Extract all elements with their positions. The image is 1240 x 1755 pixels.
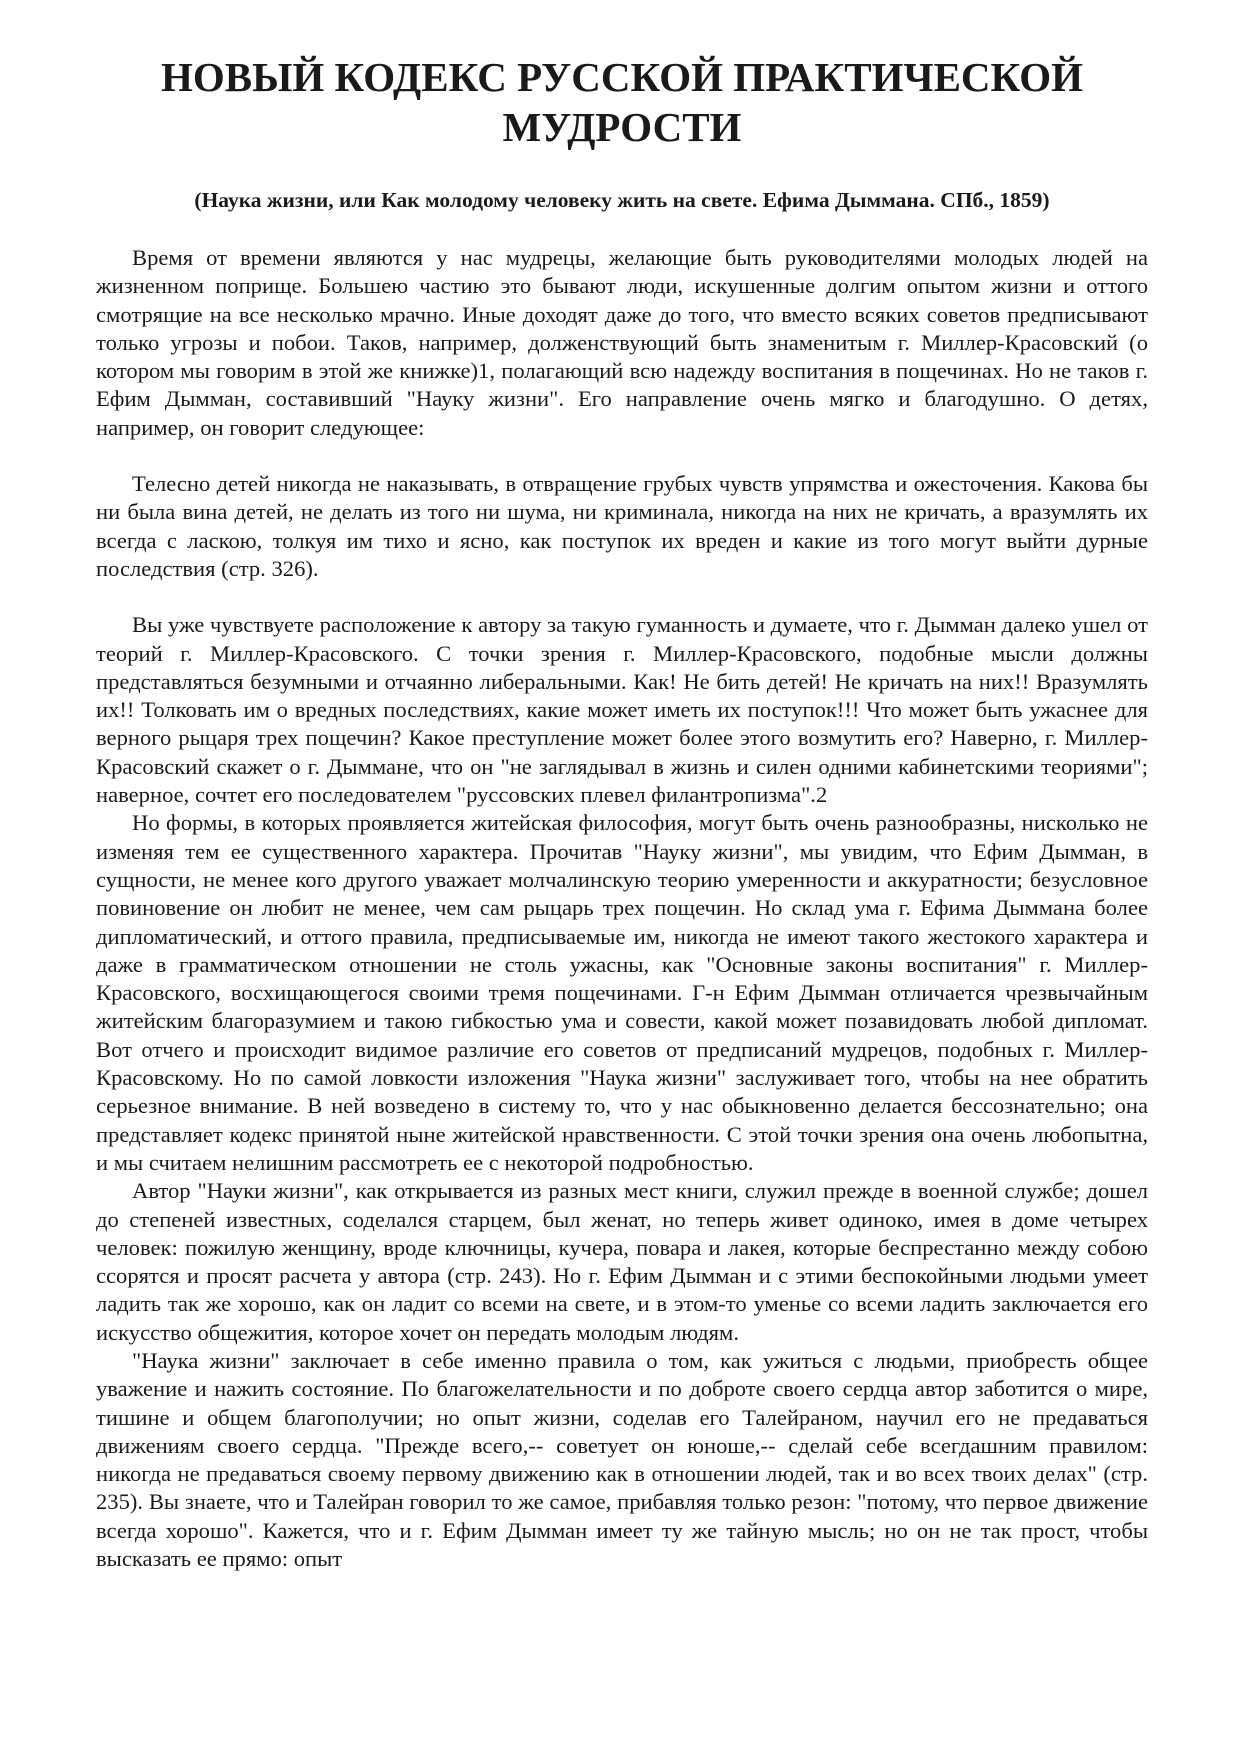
paragraph-1: Время от времени являются у нас мудрецы, желающие быть руководителями молодых людей на жизненном поприще. Большею частию это бывают люди, искушенные долгим опытом жизни и оттого смотрящие на все несколько мрачно. Иные доходят даже до того, что вместо всяких советов предписывают только угрозы и побои. Таков, например, долженствующий быть знаменитым г. Миллер-Красовский (о котором мы говорим в этой же книжке)1, полагающий всю надежду воспитания в пощечинах. Но не таков г. Ефим Дымман, составивший "Науку жизни". Его направление очень мягко и благодушно. О детях, например, он говорит следующее:	[96, 245, 1148, 440]
paragraph-4: Но формы, в которых проявляется житейская философия, могут быть очень разнообразны, нисколько не изменяя тем ее существенного характера. Прочитав "Науку жизни", мы увидим, что Ефим Дымман, в сущности, не менее кого другого уважает молчалинскую теорию умеренности и аккуратности; безусловное повиновение он любит не менее, чем сам рыцарь трех пощечин. Но склад ума г. Ефима Дыммана более дипломатический, и оттого правила, предписываемые им, никогда не имеют такого жестокого характера и даже в грамматическом отношении не столь ужасны, как "Основные законы воспитания" г. Миллер-Красовского, восхищающегося своими тремя пощечинами. Г-н Ефим Дымман отличается чрезвычайным житейским благоразумием и такою гибкостью ума и совести, какой может позавидовать любой дипломат. Вот отчего и происходит видимое различие его советов от предписаний мудрецов, подобных г. Миллер-Красовскому. Но по самой ловкости изложения "Наука жизни" заслуживает того, чтобы на нее обратить серьезное внимание. В ней возведено в систему то, что у нас обыкновенно делается бессознательно; она представляет кодекс принятой ныне житейской нравственности. С этой точки зрения она очень любопытна, и мы считаем нелишним рассмотреть ее с некоторой подробностью.	[96, 810, 1148, 1175]
document-page	[96, 52, 1148, 1573]
paragraph-3: Вы уже чувствуете расположение к автору за такую гуманность и думаете, что г. Дымман далеко ушел от теорий г. Миллер-Красовского. С точки зрения г. Миллер-Красовского, подобные мысли должны представляться безумными и отчаянно либеральными. Как! Не бить детей! Не кричать на них!! Вразумлять их!! Толковать им о вредных последствиях, какие может иметь их поступок!!! Что может быть ужаснее для верного рыцаря трех пощечин? Какое преступление может более этого возмутить его? Наверно, г. Миллер-Красовский скажет о г. Дыммане, что он "не заглядывал в жизнь и силен одними кабинетскими теориями"; наверное, сочтет его последователем "руссовских плевел филантропизма".2	[96, 612, 1148, 808]
document-title: НОВЫЙ КОДЕКС РУССКОЙ ПРАКТИЧЕСКОЙ МУДРОСТИ	[160, 54, 1084, 150]
document-body	[96, 244, 1148, 1573]
paragraph-5: Автор "Науки жизни", как открывается из разных мест книги, служил прежде в военной службе; дошел до степеней известных, соделался старцем, был женат, но теперь живет одиноко, имея в доме четырех человек: пожилую женщину, вроде ключницы, кучера, повара и лакея, которые беспрестанно между собою ссорятся и просят расчета у автора (стр. 243). Но г. Ефим Дымман и с этими беспокойными людьми умеет ладить так же хорошо, как он ладит со всеми на свете, и в этом-то уменье со всеми ладить заключается его искусство общежития, которое хочет он передать молодым людям.	[96, 1178, 1148, 1345]
paragraph-6: "Наука жизни" заключает в себе именно правила о том, как ужиться с людьми, приобресть общее уважение и нажить состояние. По благожелательности и по доброте своего сердца автор заботится о мире, тишине и общем благополучии; но опыт жизни, соделав его Талейраном, научил его не предаваться движениям своего сердца. "Прежде всего,-- советует он юноше,-- сделай себе всегдашним правилом: никогда не предаваться своему первому движению как в отношении людей, так и во всех твоих делах" (стр. 235). Вы знаете, что и Талейран говорил то же самое, прибавляя только резон: "потому, что первое движение всегда хорошо". Кажется, что и г. Ефим Дымман имеет ту же тайную мысль; но он не так прост, чтобы высказать ее прямо: опыт	[96, 1347, 1148, 1572]
document-subtitle: (Наука жизни, или Как молодому человеку жить на свете. Ефима Дыммана. СПб., 1859)	[194, 188, 1050, 212]
paragraph-quote: Телесно детей никогда не наказывать, в отвращение грубых чувств упрямства и ожесточения. Какова бы ни была вина детей, не делать из того ни шума, ни криминала, никогда на них не кричать, а вразумлять их всегда с ласкою, толкуя им тихо и ясно, как поступок их вреден и какие из того могут выйти дурные последствия (стр. 326).	[96, 471, 1148, 581]
